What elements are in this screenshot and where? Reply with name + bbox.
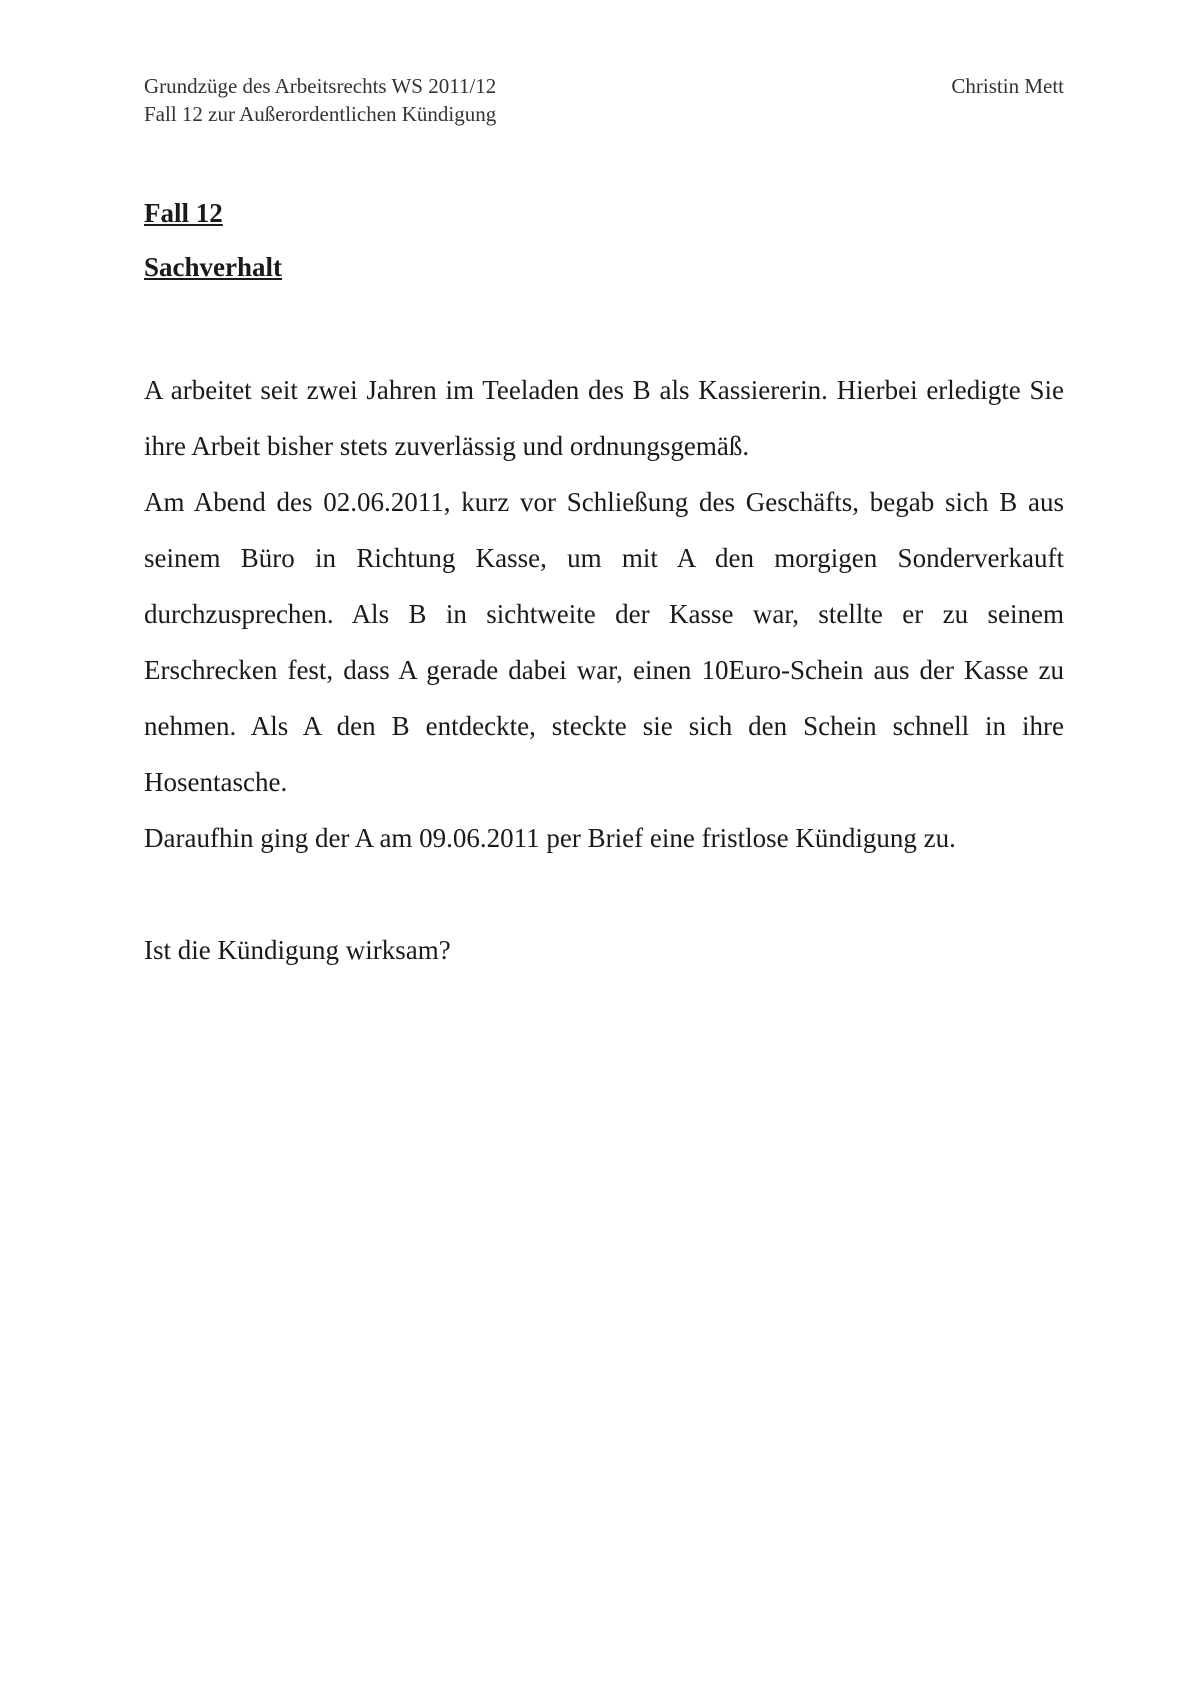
section-heading: Sachverhalt — [144, 252, 282, 282]
page-title: Fall 12 — [144, 198, 223, 228]
header-course: Grundzüge des Arbeitsrechts WS 2011/12 — [144, 74, 497, 98]
page-header — [144, 72, 1064, 128]
header-subtitle: Fall 12 zur Außerordentlichen Kündigung — [144, 102, 497, 126]
case-question: Ist die Kündigung wirksam? — [144, 935, 451, 965]
paragraph-intro: A arbeitet seit zwei Jahren im Teeladen des B als Kassiererin. Hierbei erledigte Sie ihre Arbeit bisher stets zuverlässig und ordnungsgemäß. — [144, 375, 1064, 461]
document-content — [144, 196, 1064, 978]
paragraph-termination: Daraufhin ging der A am 09.06.2011 per Brief eine fristlose Kündigung zu. — [144, 823, 956, 853]
paragraph-incident: Am Abend des 02.06.2011, kurz vor Schließung des Geschäfts, begab sich B aus seinem Büro in Richtung Kasse, um mit A den morgigen Sonderverkauft durchzusprechen. Als B in sichtweite der Kasse war, stellte er zu seinem Erschrecken fest, dass A gerade dabei war, einen 10Euro-Schein aus der Kasse zu nehmen. Als A den B entdeckte, steckte sie sich den Schein schnell in ihre Hosentasche. — [144, 487, 1064, 797]
header-author: Christin Mett — [951, 74, 1064, 98]
case-facts — [144, 362, 1064, 866]
header-row — [144, 72, 1064, 100]
